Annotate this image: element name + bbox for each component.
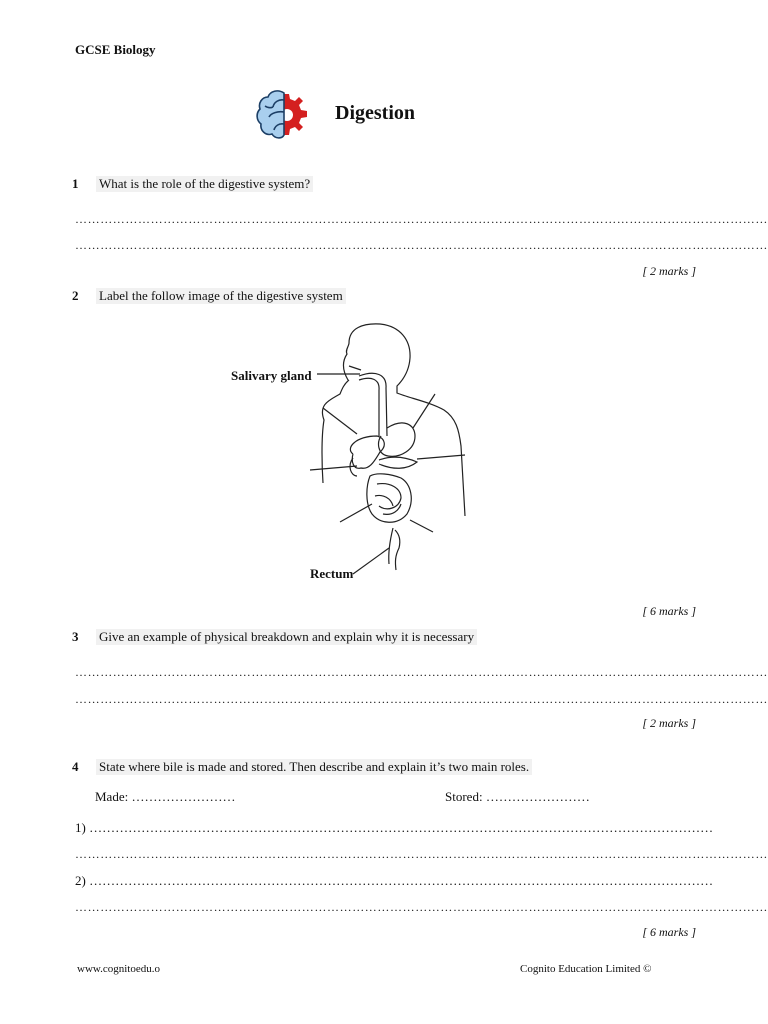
digestive-system-diagram [225, 318, 485, 593]
question-1-marks: [ 2 marks ] [642, 264, 696, 278]
question-2-number: 2 [72, 288, 79, 303]
answer-line[interactable]: ………………………………………………………………………………………………………………………………………………… [75, 212, 768, 226]
role-2-number: 2) [75, 873, 86, 888]
footer-copyright: Cognito Education Limited © [520, 963, 652, 975]
course-title: GCSE Biology [75, 42, 156, 57]
question-1-text: What is the role of the digestive system? [96, 176, 313, 192]
brain-gear-logo [253, 86, 315, 144]
question-4-number: 4 [72, 759, 79, 774]
page-title: Digestion [335, 102, 415, 124]
large-intestine [395, 530, 400, 570]
answer-line[interactable]: ………………………………………………………………………………………………………………………………………………… [75, 847, 768, 861]
answer-line[interactable]: ………………………………………………………………………………………………………………………………………………… [75, 900, 768, 914]
answer-line[interactable]: ………………………………………………………………………………………………………………………………………………… [75, 665, 768, 679]
footer-website: www.cognitoedu.o [77, 963, 160, 975]
role-2-line[interactable] [75, 873, 714, 889]
label-rectum: Rectum [310, 566, 354, 581]
stomach [379, 423, 415, 456]
made-dots: …………………… [131, 789, 236, 804]
question-3-marks: [ 2 marks ] [642, 716, 696, 730]
small-intestine [367, 474, 411, 522]
question-2-marks: [ 6 marks ] [642, 604, 696, 618]
label-salivary-gland: Salivary gland [231, 368, 312, 383]
brain-icon [257, 91, 284, 138]
question-3-text: Give an example of physical breakdown and explain why it is necessary [96, 629, 477, 645]
question-4-text: State where bile is made and stored. Then describe and explain it’s two main roles. [96, 759, 532, 775]
role-1-number: 1) [75, 820, 86, 835]
question-1-number: 1 [72, 176, 79, 191]
gear-icon [281, 94, 307, 135]
role-1-line[interactable] [75, 820, 714, 836]
question-2-text: Label the follow image of the digestive system [96, 288, 346, 304]
question-3-number: 3 [72, 629, 79, 644]
stored-label: Stored: [445, 789, 483, 804]
made-label: Made: [95, 789, 129, 804]
esophagus [359, 373, 387, 436]
rectum [389, 528, 393, 564]
answer-line[interactable]: ………………………………………………………………………………………………………………………………………………… [75, 692, 768, 706]
answer-line[interactable]: ………………………………………………………………………………………………………………………………………………… [75, 238, 768, 252]
stored-dots: …………………… [485, 789, 590, 804]
body-outline [322, 324, 465, 516]
pancreas [379, 457, 417, 468]
role-2-dots: ……………………………………………………………………………………………………………………………… [89, 873, 714, 888]
role-1-dots: ……………………………………………………………………………………………………………………………… [89, 820, 714, 835]
question-4-marks: [ 6 marks ] [642, 925, 696, 939]
bile-made-line[interactable] [95, 789, 235, 805]
bile-stored-line[interactable] [445, 789, 590, 805]
